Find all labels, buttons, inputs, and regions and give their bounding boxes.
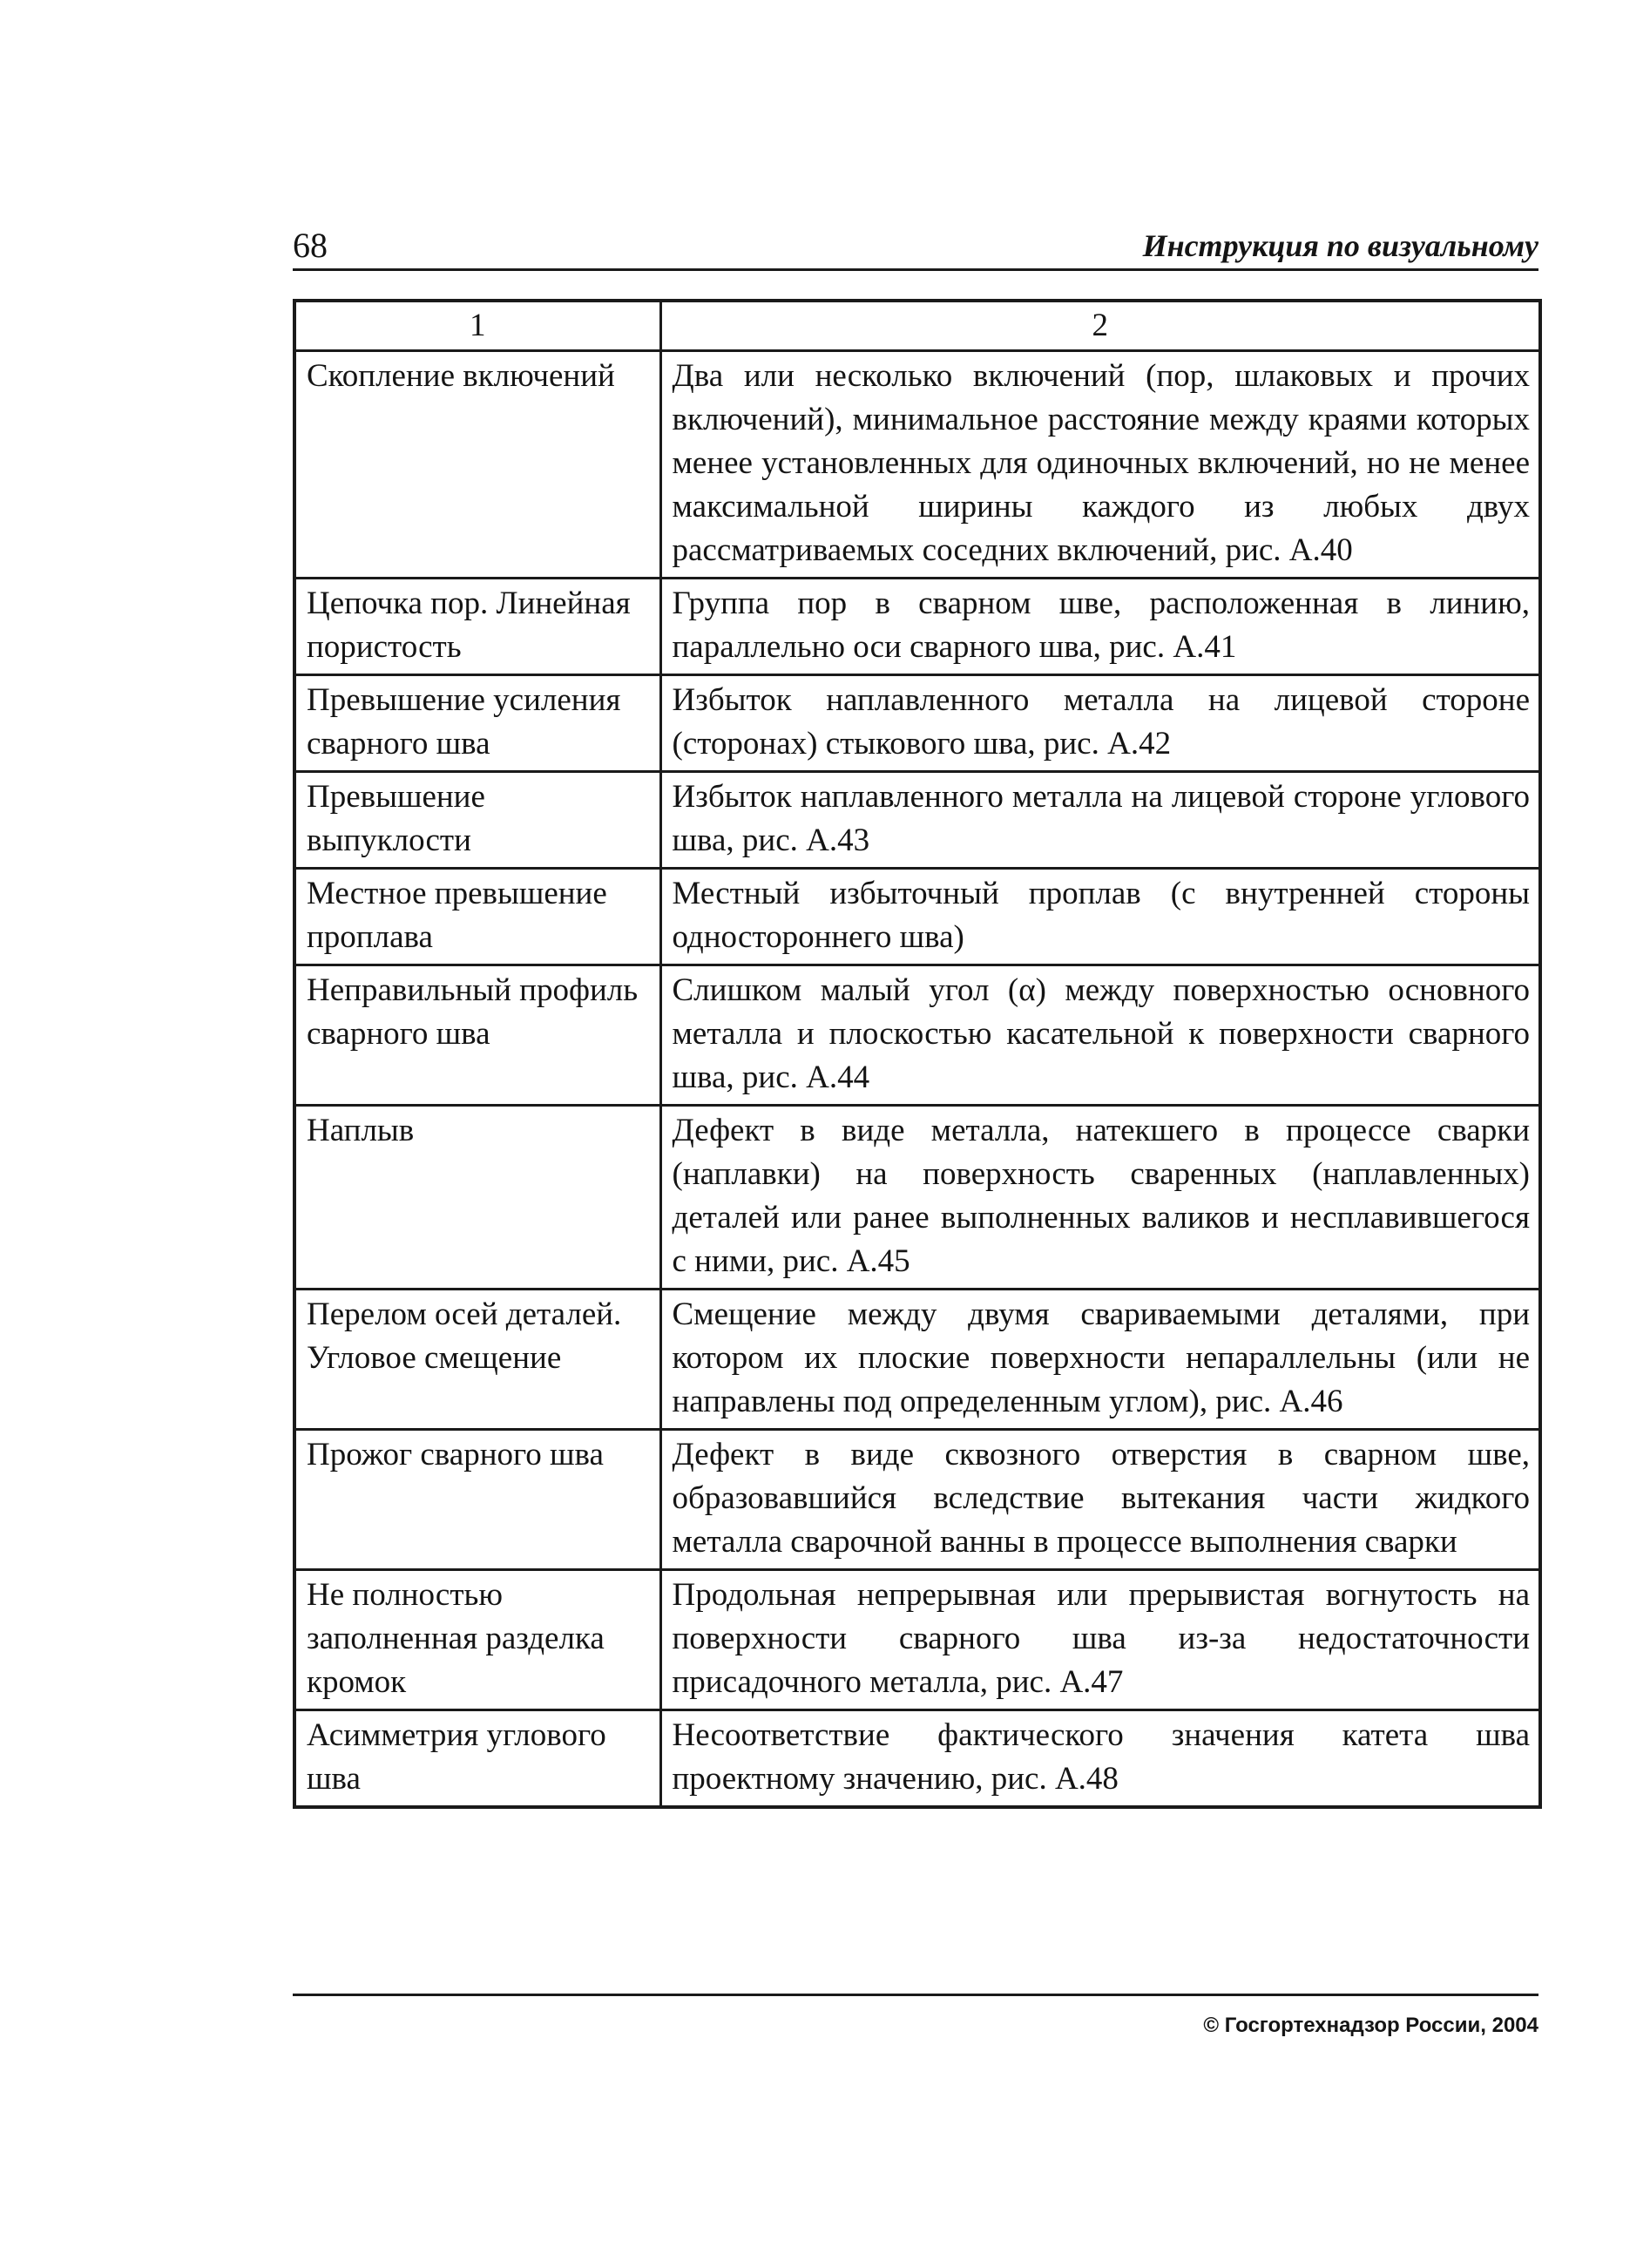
defect-term: Прожог сварного шва [294,1430,660,1570]
defect-definition: Несоответствие фактического значения катета шва проектному значению, рис. А.48 [660,1710,1540,1808]
defect-term: Перелом осей деталей. Угловое смещение [294,1290,660,1430]
table-row [294,351,1540,579]
page-header [293,228,1538,271]
defect-term: Скопление включений [294,351,660,579]
defect-definition: Дефект в виде металла, натекшего в процессе сварки (наплавки) на поверхность свaренных (наплавленных) деталей или ранее выполненных валиков и несплавившегося с ними, рис. А.45 [660,1106,1540,1290]
defect-term: Превышение выпуклости [294,772,660,869]
defect-definition: Местный избыточный проплав (с внутренней стороны одностороннего шва) [660,869,1540,965]
defect-term: Превышение усиления сварного шва [294,675,660,772]
defect-term: Неправильный профиль сварного шва [294,965,660,1106]
table-row [294,965,1540,1106]
running-title: Инструкция по визуальному [1142,228,1538,263]
table-row [294,772,1540,869]
defect-definition: Группа пор в сварном шве, расположенная в линию, параллельно оси сварного шва, рис. А.41 [660,579,1540,675]
defect-definition: Избыток наплавленного металла на лицевой стороне (сторонах) стыкового шва, рис. А.42 [660,675,1540,772]
table-row [294,1290,1540,1430]
defects-table [293,299,1542,1809]
defect-term: Наплыв [294,1106,660,1290]
defect-term: Асимметрия углового шва [294,1710,660,1808]
table-row [294,1570,1540,1710]
column-header-2: 2 [660,301,1540,351]
defect-term: Цепочка пор. Линейная пористость [294,579,660,675]
table-row [294,869,1540,965]
page-number: 68 [293,226,328,265]
copyright-notice: © Госгортехнадзор России, 2004 [1203,2014,1538,2037]
defect-definition: Два или несколько включений (пор, шлаковых и прочих включений), минимальное расстояние между краями которых менее установленных для одиночных включений, но не менее максимальной ширины каждого из любых двух рассматриваемых соседних включений, рис. А.40 [660,351,1540,579]
defect-definition: Продольная непрерывная или прерывистая вогнутость на поверхности сварного шва из-за недостаточности присадочного металла, рис. А.47 [660,1570,1540,1710]
defect-definition: Слишком малый угол (α) между поверхностью основного металла и плоскостью касательной к поверхности сварного шва, рис. А.44 [660,965,1540,1106]
defect-definition: Дефект в виде сквозного отверстия в сварном шве, образовавшийся вследствие вытекания части жидкого металла сварочной ванны в процессе выполнения сварки [660,1430,1540,1570]
column-header-1: 1 [294,301,660,351]
table-header-row [294,301,1540,351]
defect-definition: Смещение между двумя свариваемыми деталями, при котором их плоские поверхности непараллельны (или не направлены под определенным углом), рис. А.46 [660,1290,1540,1430]
table-row [294,675,1540,772]
table-row [294,1106,1540,1290]
table-row [294,1430,1540,1570]
defect-term: Местное превышение проплава [294,869,660,965]
table-row [294,579,1540,675]
table-row [294,1710,1540,1808]
footer-divider [293,1994,1538,1996]
defect-definition: Избыток наплавленного металла на лицевой стороне углового шва, рис. А.43 [660,772,1540,869]
defect-term: Не полностью заполненная разделка кромок [294,1570,660,1710]
